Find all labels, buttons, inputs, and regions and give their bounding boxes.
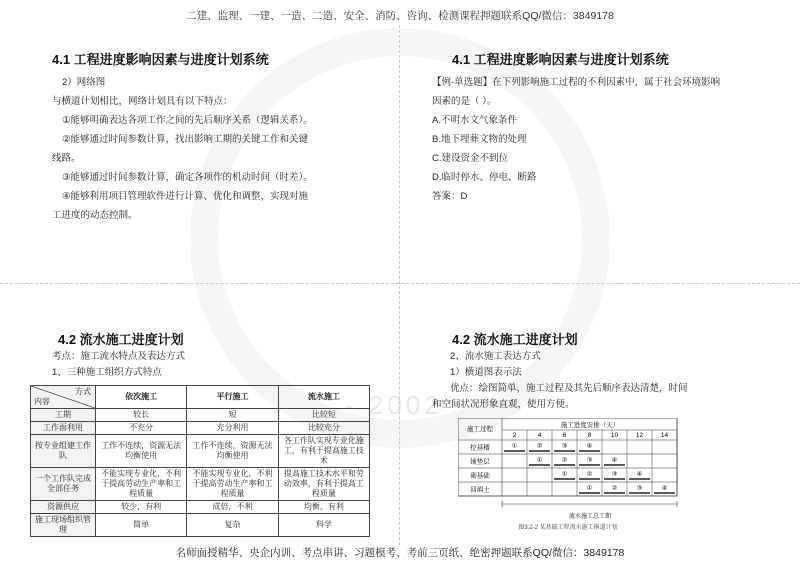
- corner-bottom-label: 内容: [34, 397, 50, 406]
- panel-top-right: [432, 50, 720, 206]
- table-cell: 不能实现专业化，不利于提高劳动生产率和工程质量: [187, 468, 278, 501]
- watermark-year: - 2002 -: [345, 390, 467, 420]
- gantt-bar-label: ②: [561, 456, 568, 464]
- gantt-row-label: 挖基槽: [470, 444, 490, 452]
- page-footer: 名师面授精华、央企内训、考点串讲、习题模考、考前三页纸、绝密押题联系QQ/微信：3849178: [175, 547, 625, 559]
- gantt-tick-label: 10: [610, 432, 619, 439]
- gantt-tick-label: 6: [562, 432, 567, 439]
- gantt-bar-label: ④: [586, 442, 593, 450]
- row-label: 工期: [31, 409, 96, 422]
- row-label: 施工现场组织管理: [31, 514, 96, 537]
- table-cell: 科学: [278, 514, 369, 537]
- panel-top-left: [52, 50, 313, 225]
- gantt-row-label: 回填土: [470, 486, 490, 494]
- horizontal-divider: [0, 283, 800, 284]
- gantt-corner-label: 施工过程: [467, 426, 493, 433]
- table-cell: 工作不连续，资源无法均衡使用: [187, 435, 278, 468]
- table-cell: 比较短: [278, 409, 369, 422]
- gantt-header-label: 施工进度安排（天）: [560, 422, 620, 429]
- table-row: [31, 435, 370, 468]
- text-line: 考点：施工流水特点及表达方式: [52, 351, 186, 362]
- gantt-bar-label: ①: [536, 456, 543, 464]
- text-line: ③能够通过时间参数计算，确定各项作的机动时间（时差）。: [62, 172, 313, 183]
- table-cell: 不能实现专业化，不利于提高劳动生产率和工程质量: [96, 468, 187, 501]
- gantt-row-label: 铺垫层: [470, 458, 490, 466]
- answer: 答案：D: [432, 191, 468, 202]
- table-cell: 短: [187, 409, 278, 422]
- table-row: [31, 409, 370, 422]
- text-line: 优点：绘图简单，施工过程及其先后顺序表达清楚，时间: [450, 383, 688, 394]
- text-line: ②能够通过时间参数计算，找出影响工期的关键工作和关键: [62, 134, 309, 145]
- gantt-tick-label: 14: [660, 432, 669, 439]
- table-cell: 各工作队实现专业化施工，有利于提高施工技术: [278, 435, 369, 468]
- table-cell: 均衡，有利: [278, 501, 369, 514]
- table-row: [31, 514, 370, 537]
- column-header: 依次施工: [96, 386, 187, 409]
- gantt-bar-label: ③: [561, 442, 568, 450]
- gantt-caption: 图3.2-2 某基础工程流水施工横道计划: [518, 525, 618, 530]
- text-line: 工进度的动态控制。: [52, 210, 138, 221]
- gantt-chart: [458, 418, 678, 530]
- panel-title: 4.2 流水施工进度计划: [58, 332, 184, 347]
- panel-title: 4.2 流水施工进度计划: [452, 332, 578, 347]
- panel-bottom-left: [30, 330, 185, 381]
- table-row: [31, 468, 370, 501]
- text-line: 2、流水施工表达方式: [450, 351, 541, 362]
- table-cell: 不充分: [96, 422, 187, 435]
- gantt-bar-label: ④: [636, 470, 643, 478]
- option-c: C.建设资金不到位: [432, 153, 509, 164]
- text-line: ④能够利用项目管理软件进行计算、优化和调整，实现对施: [62, 191, 309, 202]
- gantt-bar-label: ②: [586, 470, 593, 478]
- text-line: 和空间状况形象直观，使用方便。: [432, 399, 575, 410]
- column-header: 平行施工: [187, 386, 278, 409]
- table-cell: 较长: [96, 409, 187, 422]
- table-cell: 成倍，不利: [187, 501, 278, 514]
- panel-title: 4.1 工程进度影响因素与进度计划系统: [452, 52, 669, 67]
- table-cell: 较少，有利: [96, 501, 187, 514]
- question-stem: 因素的是（ ）。: [432, 96, 497, 107]
- table-row: [31, 501, 370, 514]
- table-cell: 工作不连续，资源无法均衡使用: [96, 435, 187, 468]
- table-row: [31, 422, 370, 435]
- text-line: 2）网络图: [62, 77, 106, 88]
- text-line: 与横道计划相比，网络计划具有以下特点：: [52, 96, 233, 107]
- text-line: 1）横道图表示法: [450, 367, 522, 378]
- gantt-tick-label: 12: [635, 432, 644, 439]
- gantt-row-label: 砌基础: [470, 472, 490, 480]
- question-stem: 【例-单选题】在下列影响施工过程的不利因素中，属于社会环境影响: [432, 77, 721, 88]
- option-b: B.地下埋葬文物的处理: [432, 134, 527, 145]
- gantt-bar-label: ①: [511, 442, 518, 450]
- row-label: 工作面利用: [31, 422, 96, 435]
- panel-title: 4.1 工程进度影响因素与进度计划系统: [52, 52, 269, 67]
- table-cell: 复杂: [187, 514, 278, 537]
- gantt-bar-label: ①: [561, 470, 568, 478]
- gantt-total-label: 流水施工总工期: [568, 514, 612, 520]
- table-cell: 比较充分: [278, 422, 369, 435]
- text-line: ①能够明确表达各项工作之间的先后顺序关系（逻辑关系）。: [62, 115, 313, 126]
- gantt-tick-label: 2: [512, 432, 517, 439]
- gantt-bar-label: ②: [611, 484, 618, 492]
- comparison-table: [30, 385, 370, 537]
- panel-bottom-right: [432, 330, 688, 413]
- gantt-tick-label: 4: [537, 432, 542, 439]
- text-line: 线路。: [52, 153, 81, 164]
- option-a: A.不明水文气象条件: [432, 115, 517, 126]
- gantt-bar-label: ③: [611, 470, 618, 478]
- row-label: 资源供应: [31, 501, 96, 514]
- table-corner: [31, 386, 96, 409]
- row-label: 按专业组建工作队: [31, 435, 96, 468]
- gantt-tick-label: 8: [587, 432, 592, 439]
- gantt-bar-label: ③: [636, 484, 643, 492]
- table-cell: 充分利用: [187, 422, 278, 435]
- vertical-divider: [399, 25, 400, 545]
- gantt-bar-label: ④: [611, 456, 618, 464]
- gantt-bar-label: ①: [586, 484, 593, 492]
- gantt-bar-label: ③: [586, 456, 593, 464]
- column-header: 流水施工: [278, 386, 369, 409]
- row-label: 一个工作队完成全部任务: [31, 468, 96, 501]
- text-line: 1、三种施工组织方式特点: [52, 367, 162, 378]
- table-cell: 提高施工技术水平和劳动效率，有利于提高工程质量: [278, 468, 369, 501]
- option-d: D.临时停水、停电、断路: [432, 172, 537, 183]
- gantt-bar-label: ④: [661, 484, 668, 492]
- table-cell: 简单: [96, 514, 187, 537]
- corner-top-label: 方式: [75, 387, 91, 396]
- gantt-bar-label: ②: [536, 442, 543, 450]
- page-header: 二建、监理、一建、一造、二造、安全、消防、咨询、检测课程押题联系QQ/微信：3849178: [186, 10, 614, 22]
